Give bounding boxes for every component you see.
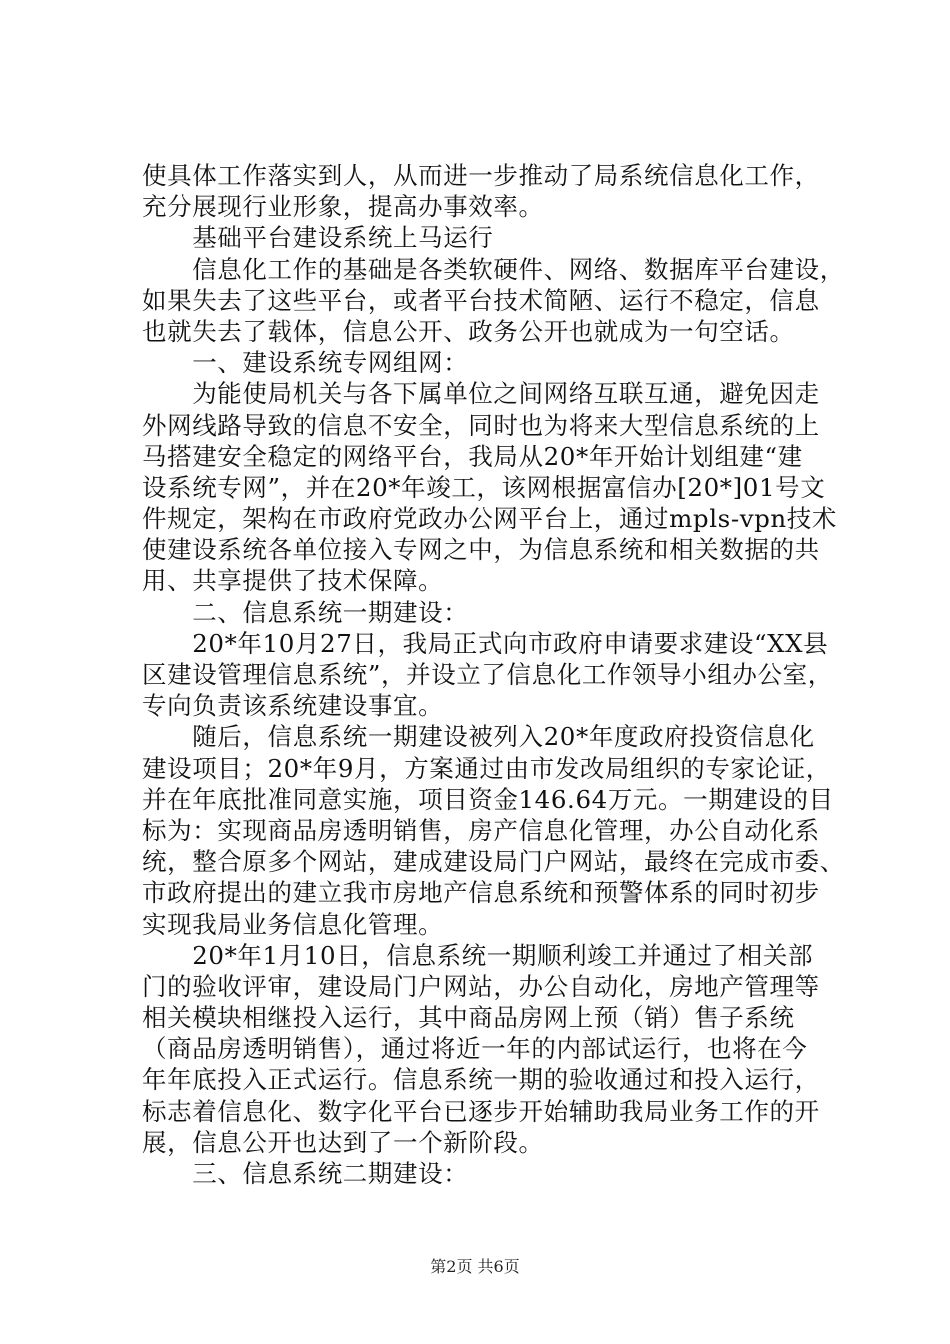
text-line: 年年底投入正式运行。信息系统一期的验收通过和投入运行， (142, 1065, 820, 1095)
section-heading: 三、信息系统二期建设： (142, 1159, 469, 1188)
section-heading: 基础平台建设系统上马运行 (142, 223, 494, 253)
text-line: 实现我局业务信息化管理。 (142, 909, 444, 939)
section-heading: 一、建设系统专网组网： (142, 348, 469, 378)
text-line: 使建设系统各单位接入专网之中，为信息系统和相关数据的共 (142, 535, 820, 565)
text-line: 设系统专网”，并在20*年竣工，该网根据富信办[20*]01号文 (142, 472, 826, 502)
page-footer (0, 1254, 950, 1277)
document-body (142, 160, 845, 1189)
text-line: 统，整合原多个网站，建成建设局门户网站，最终在完成市委、 (142, 847, 845, 877)
text-line: 并在年底批准同意实施，项目资金146.64万元。一期建设的目 (142, 784, 834, 814)
text-line: 区建设管理信息系统”，并设立了信息化工作领导小组办公室， (142, 660, 833, 689)
text-line: 为能使局机关与各下属单位之间网络互联互通，避免因走 (142, 379, 820, 409)
text-line: 用、共享提供了技术保障。 (142, 566, 444, 596)
text-line: 相关模块相继投入运行，其中商品房网上预（销）售子系统 (142, 1003, 795, 1033)
text-line: 展，信息公开也达到了一个新阶段。 (142, 1127, 544, 1157)
page-number: 第2页 共6页 (430, 1257, 520, 1276)
text-line: 门的验收评审，建设局门户网站，办公自动化，房地产管理等 (142, 971, 820, 1001)
text-line: 市政府提出的建立我市房地产信息系统和预警体系的同时初步 (142, 878, 820, 908)
text-line: 建设项目；20*年9月，方案通过由市发改局组织的专家论证， (142, 753, 831, 783)
section-heading: 二、信息系统一期建设： (142, 597, 469, 627)
text-line: 20*年10月27日，我局正式向市政府申请要求建设“XX县 (142, 628, 829, 658)
text-line: 专向负责该系统建设事宜。 (142, 691, 444, 721)
text-line: 20*年1月10日，信息系统一期顺利竣工并通过了相关部 (142, 940, 814, 970)
text-line: 标志着信息化、数字化平台已逐步开始辅助我局业务工作的开 (142, 1096, 820, 1126)
text-line: 信息化工作的基础是各类软硬件、网络、数据库平台建设， (142, 254, 845, 284)
text-line: 外网线路导致的信息不安全，同时也为将来大型信息系统的上 (142, 410, 820, 440)
text-line: 充分展现行业形象，提高办事效率。 (142, 192, 544, 222)
text-line: 件规定，架构在市政府党政办公网平台上，通过mpls-vpn技术 (142, 504, 838, 534)
text-line: 随后，信息系统一期建设被列入20*年度政府投资信息化 (142, 722, 815, 752)
text-line: 马搭建安全稳定的网络平台，我局从20*年开始计划组建“建 (142, 441, 803, 471)
text-line: 使具体工作落实到人，从而进一步推动了局系统信息化工作， (142, 161, 820, 190)
text-line: 如果失去了这些平台，或者平台技术简陋、运行不稳定，信息 (142, 285, 820, 315)
text-line: 也就失去了载体，信息公开、政务公开也就成为一句空话。 (142, 316, 795, 346)
text-line: （商品房透明销售），通过将近一年的内部试运行，也将在今 (142, 1034, 808, 1064)
text-line: 标为：实现商品房透明销售，房产信息化管理，办公自动化系 (142, 815, 820, 845)
